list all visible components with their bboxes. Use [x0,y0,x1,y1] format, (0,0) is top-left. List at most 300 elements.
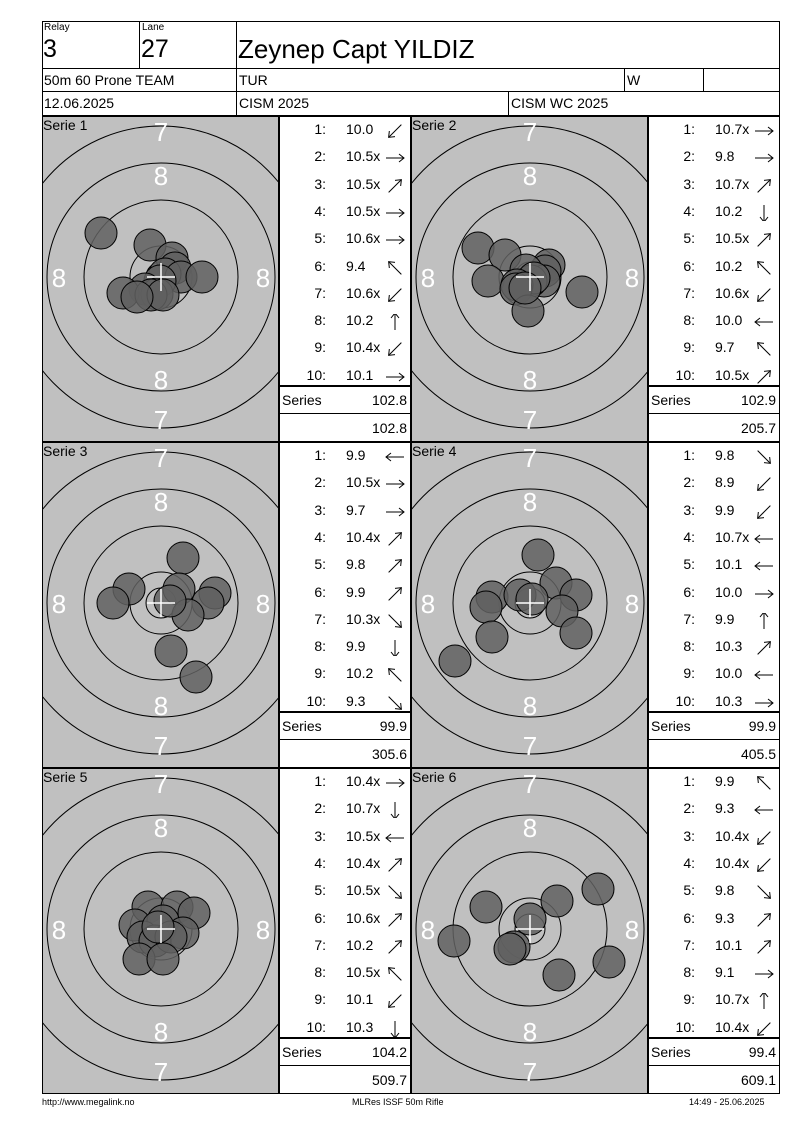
event-name: 50m 60 Prone TEAM [44,72,175,88]
shot-row [280,552,410,579]
shot-hole [522,539,554,571]
direction-arrow-icon [753,341,775,360]
shot-number: 7: [683,284,695,301]
shot-number: 1: [683,773,695,789]
shots-table-1 [279,116,411,386]
shot-row [649,987,779,1014]
direction-arrow-icon [753,939,775,958]
competition: CISM 2025 [239,95,310,111]
athlete-name: Zeynep Capt YILDIZ [238,34,475,64]
shots-table-6 [648,768,780,1038]
shot-value: 10.1 [346,991,374,1008]
series-total-box [648,712,780,740]
running-total-box [648,1065,780,1094]
ring-number: 8 [420,263,436,293]
shot-number: 2: [314,148,326,165]
shot-hole [167,542,199,574]
target-1 [42,116,279,442]
shot-number: 8: [314,638,326,655]
shot-value: 9.8 [715,882,735,899]
direction-arrow-icon [384,260,406,279]
shot-number: 9: [314,339,326,356]
shot-number: 8: [683,312,695,329]
shot-row [280,525,410,552]
shot-value: 10.5x [346,882,381,899]
shot-value: 10.5x [346,148,381,165]
serie-title: Serie 5 [43,769,88,785]
ring-number: 8 [522,365,538,395]
target-6 [411,768,648,1094]
series-total-box [279,712,411,740]
shot-number: 1: [683,447,695,463]
direction-arrow-icon [384,504,406,523]
running-total: 205.7 [740,420,776,436]
ring-number: 7 [153,117,169,147]
direction-arrow-icon [753,504,775,523]
direction-arrow-icon [384,369,406,388]
shot-value: 9.3 [715,800,735,817]
shot-value: 10.5x [346,202,381,219]
shot-row [649,906,779,933]
shot-number: 10: [675,692,695,709]
direction-arrow-icon [384,613,406,632]
shot-row [280,144,410,171]
shots-table-2 [648,116,780,386]
direction-arrow-icon [384,205,406,224]
ring-number: 8 [522,691,538,721]
shot-row [649,796,779,823]
series-total: 102.9 [740,392,776,408]
running-total: 405.5 [740,746,776,762]
ring-number: 8 [624,589,640,619]
shot-value: 9.9 [715,610,735,627]
shot-number: 2: [683,148,695,165]
shot-value: 9.8 [346,556,366,573]
direction-arrow-icon [384,476,406,495]
shots-table-4 [648,442,780,712]
direction-arrow-icon [753,830,775,849]
direction-arrow-icon [384,912,406,931]
shot-number: 2: [683,800,695,817]
ring-number: 8 [255,263,271,293]
shot-number: 6: [683,909,695,926]
direction-arrow-icon [384,775,406,794]
shot-hole [438,925,470,957]
shot-number: 2: [314,800,326,817]
shot-row [280,824,410,851]
shot-value: 10.4x [346,528,381,545]
direction-arrow-icon [753,695,775,714]
direction-arrow-icon [384,232,406,251]
target-2 [411,116,648,442]
direction-arrow-icon [384,966,406,985]
ring-number: 8 [255,589,271,619]
direction-arrow-icon [753,993,775,1012]
ring-number: 8 [522,1017,538,1047]
running-total: 102.8 [371,420,407,436]
target-face [412,769,648,1094]
shot-value: 10.6x [346,284,381,301]
shot-row [649,199,779,226]
direction-arrow-icon [753,260,775,279]
shot-value: 9.7 [715,339,735,356]
ring-number: 8 [522,161,538,191]
shot-hole [470,891,502,923]
shot-number: 9: [314,991,326,1008]
shot-hole [560,617,592,649]
direction-arrow-icon [753,912,775,931]
shot-row [280,634,410,661]
shot-row [280,443,410,470]
shot-hole [142,911,174,943]
shot-hole [186,261,218,293]
shot-value: 10.0 [346,121,374,137]
footer-timestamp: 14:49 - 25.06.2025 [689,1097,765,1107]
shot-value: 10.6x [346,230,381,247]
direction-arrow-icon [384,341,406,360]
series-total-box [279,386,411,414]
shot-number: 6: [314,909,326,926]
running-total-box [279,1065,411,1094]
shot-value: 9.7 [346,501,366,518]
direction-arrow-icon [753,369,775,388]
shot-row [280,769,410,796]
series-total: 99.9 [748,718,776,734]
shot-row [280,878,410,905]
shot-number: 5: [683,230,695,247]
shot-number: 9: [314,665,326,682]
shot-value: 10.4x [715,1018,750,1035]
shot-value: 10.0 [715,583,743,600]
shot-value: 10.5x [715,230,750,247]
direction-arrow-icon [384,531,406,550]
ring-number: 8 [624,263,640,293]
target-face [43,769,279,1094]
shot-value: 10.7x [715,528,750,545]
ring-number: 7 [522,1057,538,1087]
divider [508,91,509,116]
series-total: 99.4 [748,1044,776,1060]
ring-number: 8 [51,589,67,619]
series-label: Series [282,718,322,734]
shot-row [280,987,410,1014]
direction-arrow-icon [753,178,775,197]
direction-arrow-icon [753,314,775,333]
shot-hole [85,217,117,249]
shot-hole [582,873,614,905]
lane-label: Lane [142,22,165,33]
shot-row [280,933,410,960]
date: 12.06.2025 [44,95,115,111]
series-total-box [648,386,780,414]
shot-row [280,906,410,933]
ring-number: 7 [522,117,538,147]
ring-number: 8 [624,915,640,945]
target-3 [42,442,279,768]
direction-arrow-icon [753,857,775,876]
ring-number: 8 [153,161,169,191]
shot-number: 4: [314,528,326,545]
shot-value: 9.9 [715,773,735,789]
ring-number: 8 [51,263,67,293]
direction-arrow-icon [384,640,406,659]
target-face [412,117,648,442]
direction-arrow-icon [753,802,775,821]
shot-row [280,661,410,688]
shot-row [649,933,779,960]
shot-row [280,226,410,253]
shot-row [649,580,779,607]
series-total-box [279,1038,411,1066]
shot-number: 7: [683,936,695,953]
shot-value: 10.1 [346,366,374,383]
serie-title: Serie 2 [412,117,457,133]
target-face [412,443,648,768]
shot-number: 10: [306,692,326,709]
shot-row [649,498,779,525]
shot-hole [154,585,186,617]
shot-row [649,960,779,987]
shot-value: 10.2 [346,936,374,953]
shot-value: 10.5x [715,366,750,383]
direction-arrow-icon [384,287,406,306]
shot-number: 1: [314,447,326,463]
shot-hole [472,265,504,297]
ring-number: 8 [255,915,271,945]
shot-row [280,172,410,199]
direction-arrow-icon [753,884,775,903]
direction-arrow-icon [384,314,406,333]
direction-arrow-icon [753,287,775,306]
direction-arrow-icon [384,123,406,142]
direction-arrow-icon [384,1021,406,1040]
shot-row [649,525,779,552]
shot-value: 10.1 [715,936,743,953]
shot-number: 10: [675,366,695,383]
shot-value: 10.3 [715,692,743,709]
shot-number: 6: [683,257,695,274]
shot-number: 6: [314,583,326,600]
shot-number: 2: [314,474,326,491]
series-label: Series [651,718,691,734]
direction-arrow-icon [753,150,775,169]
shot-number: 3: [683,827,695,844]
ring-number: 7 [153,769,169,799]
direction-arrow-icon [384,993,406,1012]
shot-row [280,580,410,607]
target-5 [42,768,279,1094]
shot-value: 9.8 [715,447,735,463]
shot-row [280,498,410,525]
direction-arrow-icon [753,966,775,985]
direction-arrow-icon [753,558,775,577]
target-face [43,443,279,768]
shot-row [280,796,410,823]
shot-number: 5: [683,882,695,899]
shot-value: 10.4x [346,854,381,871]
series-total: 102.8 [371,392,407,408]
shot-number: 8: [314,312,326,329]
shot-hole [470,591,502,623]
shot-row [649,335,779,362]
shot-hole [593,946,625,978]
ring-number: 8 [522,487,538,517]
shot-number: 7: [314,936,326,953]
footer-url[interactable]: http://www.megalink.no [42,1097,135,1107]
shot-number: 10: [306,1018,326,1035]
shot-number: 4: [314,854,326,871]
shot-row [649,144,779,171]
shot-row [649,443,779,470]
shot-row [649,878,779,905]
shot-value: 9.3 [346,692,366,709]
direction-arrow-icon [753,232,775,251]
shot-value: 10.1 [715,556,743,573]
shot-number: 4: [314,202,326,219]
running-total-box [648,413,780,442]
shot-number: 4: [683,202,695,219]
direction-arrow-icon [753,449,775,468]
divider [139,21,140,69]
shot-row [649,308,779,335]
ring-number: 8 [51,915,67,945]
shot-value: 10.4x [715,827,750,844]
target-face [43,117,279,442]
running-total-box [279,413,411,442]
shot-value: 10.4x [346,339,381,356]
shot-row [280,607,410,634]
shot-number: 5: [314,230,326,247]
shot-row [280,960,410,987]
direction-arrow-icon [753,667,775,686]
shot-value: 10.4x [715,854,750,871]
shot-value: 10.3 [346,1018,374,1035]
shots-table-3 [279,442,411,712]
lane-value: 27 [141,35,169,63]
shot-row [649,661,779,688]
series-label: Series [282,1044,322,1060]
direction-arrow-icon [384,586,406,605]
ring-number: 7 [153,443,169,473]
shot-value: 10.2 [346,312,374,329]
shot-value: 9.9 [715,501,735,518]
shot-number: 8: [683,638,695,655]
shot-number: 7: [683,610,695,627]
shot-row [280,117,410,144]
shot-row [649,470,779,497]
shot-number: 9: [683,339,695,356]
shot-value: 10.7x [346,800,381,817]
direction-arrow-icon [753,205,775,224]
shots-table-5 [279,768,411,1038]
shot-number: 6: [683,583,695,600]
shot-value: 10.3x [346,610,381,627]
relay-label: Relay [44,22,70,33]
direction-arrow-icon [384,178,406,197]
shot-value: 10.2 [715,202,743,219]
shot-number: 10: [306,366,326,383]
shot-value: 10.6x [346,909,381,926]
shot-number: 4: [683,854,695,871]
shot-row [649,281,779,308]
shot-hole [494,933,526,965]
gender: W [627,72,641,88]
footer-software: MLRes ISSF 50m Rifle [352,1097,444,1107]
ring-number: 8 [153,487,169,517]
shot-value: 9.9 [346,447,366,463]
direction-arrow-icon [753,531,775,550]
shot-number: 7: [314,610,326,627]
running-total: 609.1 [740,1072,776,1088]
shot-value: 9.9 [346,583,366,600]
shot-number: 1: [314,773,326,789]
shot-value: 10.0 [715,312,743,329]
shot-value: 9.9 [346,638,366,655]
shot-number: 5: [314,556,326,573]
direction-arrow-icon [753,586,775,605]
match: CISM WC 2025 [511,95,609,111]
shot-value: 10.5x [346,964,381,981]
shot-row [649,824,779,851]
shot-row [280,199,410,226]
shot-hole [516,583,548,615]
series-total-box [648,1038,780,1066]
relay-value: 3 [43,35,57,63]
direction-arrow-icon [753,123,775,142]
direction-arrow-icon [384,150,406,169]
direction-arrow-icon [753,775,775,794]
shot-hole [543,959,575,991]
serie-title: Serie 3 [43,443,88,459]
shot-number: 3: [314,501,326,518]
shot-number: 7: [314,284,326,301]
shot-row [649,769,779,796]
ring-number: 8 [153,365,169,395]
shot-number: 3: [314,827,326,844]
direction-arrow-icon [384,857,406,876]
shot-hole [180,661,212,693]
serie-title: Serie 4 [412,443,457,459]
shot-value: 10.7x [715,121,750,137]
divider [703,68,704,91]
shot-value: 10.4x [346,773,381,789]
target-4 [411,442,648,768]
shot-row [649,172,779,199]
shot-hole [476,621,508,653]
shot-value: 10.2 [346,665,374,682]
shot-number: 5: [683,556,695,573]
shot-number: 3: [683,175,695,192]
shot-number: 1: [314,121,326,137]
shot-value: 10.7x [715,991,750,1008]
ring-number: 8 [522,813,538,843]
ring-number: 7 [153,405,169,435]
shot-hole [155,635,187,667]
shot-value: 9.3 [715,909,735,926]
ring-number: 8 [420,589,436,619]
shot-row [649,607,779,634]
shot-value: 9.1 [715,964,735,981]
shot-row [649,254,779,281]
series-label: Series [651,392,691,408]
shot-number: 2: [683,474,695,491]
series-total: 104.2 [371,1044,407,1060]
shot-row [649,226,779,253]
shot-hole [439,645,471,677]
shot-row [649,851,779,878]
shot-hole [147,943,179,975]
shot-hole [121,281,153,313]
